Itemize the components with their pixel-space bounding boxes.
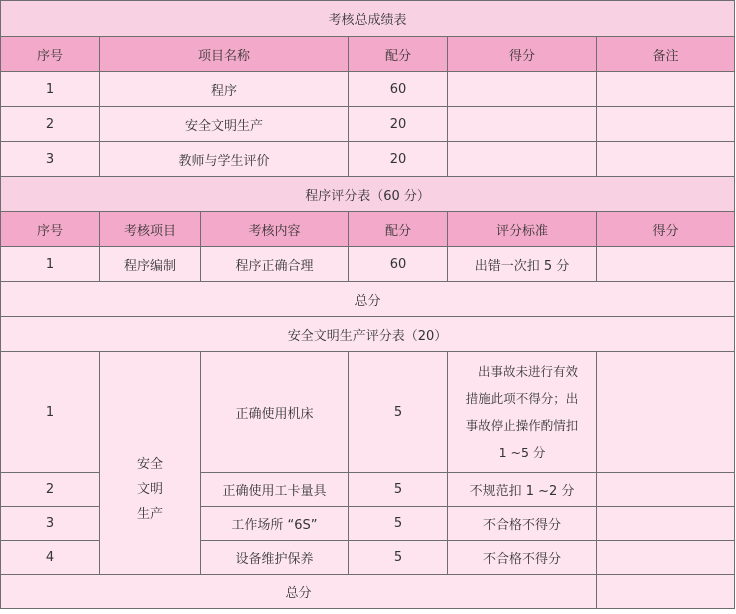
summary-row: [1, 142, 735, 177]
row-number: 1: [1, 352, 100, 473]
header-cell: 项目名称: [100, 37, 349, 72]
allocated-score: 60: [349, 247, 448, 282]
program-title: 程序评分表（60 分）: [1, 177, 735, 212]
remarks-cell: [597, 142, 735, 177]
assessment-content: 正确使用机床: [201, 352, 349, 473]
scoring-standard: 不合格不得分: [448, 507, 597, 541]
header-cell: 配分: [349, 212, 448, 247]
scoring-standard: 不规范扣 1 ~2 分: [448, 473, 597, 507]
row-number: 2: [1, 473, 100, 507]
assessment-content: 工作场所 “6S”: [201, 507, 349, 541]
project-name: 安全文明生产: [100, 107, 349, 142]
standard-line: 事故停止操作酌情扣: [465, 418, 579, 433]
project-name: 程序: [100, 72, 349, 107]
allocated-score: 5: [349, 507, 448, 541]
row-number: 2: [1, 107, 100, 142]
earned-score-cell: [597, 352, 735, 473]
safety-row: [1, 352, 735, 473]
program-total-row: [1, 282, 735, 317]
header-cell: 序号: [1, 37, 100, 72]
standard-line: 1 ~5 分: [498, 445, 546, 460]
header-cell: 评分标准: [448, 212, 597, 247]
safety-title: 安全文明生产评分表（20）: [1, 317, 735, 352]
assessment-content: 正确使用工卡量具: [201, 473, 349, 507]
row-number: 1: [1, 72, 100, 107]
allocated-score: 5: [349, 541, 448, 575]
allocated-score: 60: [349, 72, 448, 107]
earned-score-cell: [597, 507, 735, 541]
header-cell: 考核项目: [100, 212, 201, 247]
earned-score-cell: [597, 473, 735, 507]
header-cell: 得分: [448, 37, 597, 72]
row-number: 1: [1, 247, 100, 282]
allocated-score: 20: [349, 142, 448, 177]
program-header-row: [1, 212, 735, 247]
scoring-standard: 不合格不得分: [448, 541, 597, 575]
header-cell: 序号: [1, 212, 100, 247]
header-cell: 考核内容: [201, 212, 349, 247]
standard-line: 出事故未进行有效: [477, 364, 578, 379]
scoring-standard: 出错一次扣 5 分: [448, 247, 597, 282]
total-label: 总分: [1, 575, 597, 609]
remarks-cell: [597, 107, 735, 142]
allocated-score: 5: [349, 473, 448, 507]
project-name: 教师与学生评价: [100, 142, 349, 177]
summary-title-row: [1, 1, 735, 37]
row-number: 3: [1, 142, 100, 177]
total-score-cell: [597, 575, 735, 609]
category-line: 文明: [136, 481, 163, 497]
earned-score-cell: [448, 107, 597, 142]
summary-row: [1, 72, 735, 107]
category-line: 生产: [136, 506, 163, 522]
program-title-row: [1, 177, 735, 212]
allocated-score: 20: [349, 107, 448, 142]
category-line: 安全: [136, 456, 163, 472]
earned-score-cell: [597, 541, 735, 575]
header-cell: 备注: [597, 37, 735, 72]
scoring-standard: [448, 352, 597, 473]
assessment-content: 设备维护保养: [201, 541, 349, 575]
earned-score-cell: [448, 72, 597, 107]
row-number: 4: [1, 541, 100, 575]
safety-total-row: [1, 575, 735, 609]
earned-score-cell: [448, 142, 597, 177]
allocated-score: 5: [349, 352, 448, 473]
assessment-content: 程序正确合理: [201, 247, 349, 282]
remarks-cell: [597, 72, 735, 107]
row-number: 3: [1, 507, 100, 541]
standard-line: 措施此项不得分；出: [465, 391, 579, 406]
header-cell: 得分: [597, 212, 735, 247]
header-cell: 配分: [349, 37, 448, 72]
safety-title-row: [1, 317, 735, 352]
total-label: 总分: [1, 282, 735, 317]
earned-score-cell: [597, 247, 735, 282]
safety-category: [100, 352, 201, 575]
assessment-item: 程序编制: [100, 247, 201, 282]
summary-row: [1, 107, 735, 142]
summary-header-row: [1, 37, 735, 72]
summary-title: 考核总成绩表: [1, 1, 735, 37]
program-row: [1, 247, 735, 282]
